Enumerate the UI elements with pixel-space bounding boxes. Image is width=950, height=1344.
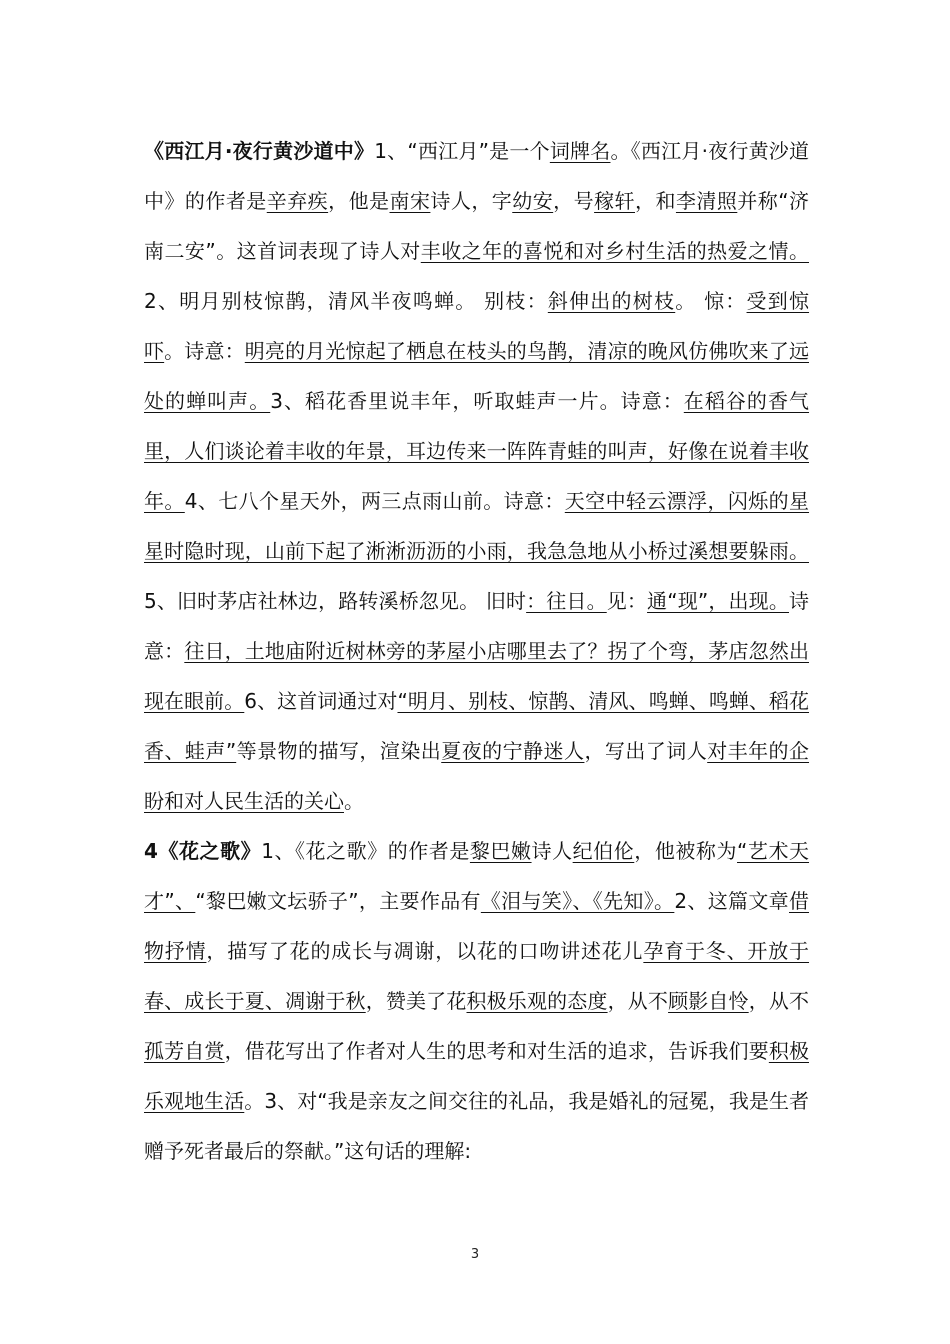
text-run: ，写出了词人 <box>584 739 708 763</box>
paragraph-xijiangyue <box>144 126 809 826</box>
text-run: 。《西江月·夜行黄沙道中》的作者是 <box>144 139 810 213</box>
paragraph-huazhige <box>144 826 809 1176</box>
text-run: ，他被称为 <box>634 839 738 863</box>
underlined-answer: 积极乐观地生活 <box>144 1039 809 1113</box>
text-run: 。 惊： <box>675 289 747 313</box>
text-run: 见： <box>606 589 648 613</box>
underlined-answer: 纪伯伦 <box>572 839 635 863</box>
underlined-answer: 孕育于冬、开放于春、成长于夏、凋谢于秋 <box>144 939 810 1013</box>
underlined-answer: 积极乐观的态度 <box>466 989 608 1013</box>
underlined-answer: 顾影自怜 <box>668 989 749 1013</box>
text-run: 5、旧时茅店社林边，路转溪桥忽见。 旧时 <box>144 589 527 613</box>
text-run: ，从不 <box>607 989 669 1013</box>
text-run: ，描写了花的成长与凋谢，以花的口吻讲述花儿 <box>206 939 644 963</box>
underlined-answer: ：往日。 <box>526 589 607 613</box>
underlined-answer: 辛弃疾 <box>266 189 329 213</box>
text-run: 1、《花之歌》的作者是 <box>261 839 470 863</box>
text-run: 3、稻花香里说丰年，听取蛙声一片。诗意： <box>270 389 684 413</box>
underlined-answer: 受到惊吓 <box>144 289 810 363</box>
body-text <box>144 126 809 1176</box>
underlined-answer: 孤芳自赏 <box>144 1039 225 1063</box>
underlined-answer: “明月、别枝、惊鹊、清风、鸣蝉、鸣蝉、稻花香、蛙声” <box>144 689 809 763</box>
text-run: ，和 <box>635 189 676 213</box>
underlined-answer: 明亮的月光惊起了栖息在枝头的鸟鹊，清凉的晚风仿佛吹来了远处的蝉叫声。 <box>144 339 809 413</box>
underlined-answer: 《泪与笑》、《先知》。 <box>480 889 675 913</box>
underlined-answer: “艺术天才”、 <box>144 839 810 913</box>
underlined-answer: 李清照 <box>675 189 738 213</box>
underlined-answer: 稼轩 <box>594 189 636 213</box>
text-run: ，号 <box>553 189 595 213</box>
text-run: 等景物的描写，渲染出 <box>236 739 442 763</box>
bold-heading: 4《花之歌》 <box>144 839 262 863</box>
underlined-answer: 丰收之年的喜悦和对乡村生活的热爱之情。 <box>420 239 809 263</box>
underlined-answer: 在稻谷的香气里，人们谈论着丰收的年景，耳边传来一阵阵青蛙的叫声，好像在说着丰收年。 <box>144 389 810 513</box>
text-run: 。诗意： <box>164 339 245 363</box>
text-run: 诗意： <box>144 589 809 663</box>
text-run: ，从不 <box>748 989 809 1013</box>
underlined-answer: 黎巴嫩 <box>469 839 532 863</box>
text-run: 2、这篇文章 <box>674 889 789 913</box>
underlined-answer: 南宋 <box>389 189 431 213</box>
text-run: “黎巴嫩文坛骄子”，主要作品有 <box>195 889 481 913</box>
text-run: ，赞美了花 <box>365 989 467 1013</box>
bold-heading: 《西江月·夜行黄沙道中》 <box>144 139 375 163</box>
text-run: 2、明月别枝惊鹊，清风半夜鸣蝉。 别枝： <box>144 289 548 313</box>
text-run: 。3、对“我是亲友之间交往的礼品，我是婚礼的冠冕，我是生者赠予死者最后的祭献。”这句话的理解: <box>144 1089 809 1163</box>
underlined-answer: 通“现”，出现。 <box>647 589 789 613</box>
underlined-answer: 借物抒情 <box>144 889 809 963</box>
text-run: ，他是 <box>328 189 390 213</box>
text-run: 并称“济南二安”。这首词表现了诗人对 <box>144 189 810 263</box>
text-run: ，借花写出了作者对人生的思考和对生活的追求，告诉我们要 <box>224 1039 769 1063</box>
text-run: 诗人 <box>531 839 573 863</box>
underlined-answer: 幼安 <box>512 189 554 213</box>
underlined-answer: 往日，土地庙附近树林旁的茅屋小店哪里去了？拐了个弯，茅店忽然出现在眼前。 <box>144 639 809 713</box>
text-run: 1、“西江月”是一个 <box>374 139 550 163</box>
underlined-answer: 夏夜的宁静迷人 <box>441 739 585 763</box>
underlined-answer: 天空中轻云漂浮，闪烁的星星时隐时现，山前下起了淅淅沥沥的小雨，我急急地从小桥过溪想要躲雨。 <box>144 489 810 563</box>
underlined-answer: 对丰年的企盼和对人民生活的关心 <box>144 739 810 813</box>
underlined-answer: 词牌名 <box>549 139 611 163</box>
page-number: 3 <box>470 1247 480 1262</box>
text-run: 诗人，字 <box>430 189 513 213</box>
underlined-answer: 斜伸出的树枝 <box>547 289 676 313</box>
text-run: 4、七八个星天外，两三点雨山前。诗意： <box>184 489 565 513</box>
text-run: 6、这首词通过对 <box>244 689 398 713</box>
text-run: 。 <box>344 789 364 813</box>
